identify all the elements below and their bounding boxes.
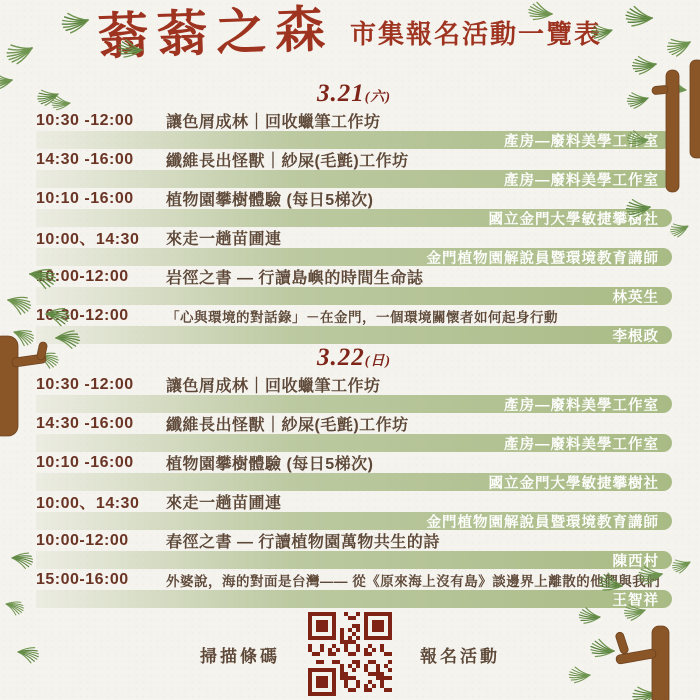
event-line — [36, 149, 672, 170]
event-time: 10:00-12:00 — [36, 531, 129, 549]
schedule-row — [36, 305, 672, 344]
event-time: 10:00、14:30 — [36, 231, 140, 248]
action-label: 報名活動 — [420, 646, 500, 666]
event-title: 岩徑之書 — 行讀島嶼的時間生命誌 — [166, 270, 424, 287]
event-time: 10:30 -12:00 — [36, 375, 134, 393]
event-title: 植物園攀樹體驗 (每日5梯次) — [166, 192, 374, 209]
event-title: 讓色屑成林｜回收蠟筆工作坊 — [166, 378, 381, 395]
schedule-row — [36, 491, 672, 530]
weekday-text: (六) — [364, 90, 392, 105]
event-line — [36, 110, 672, 131]
schedule-row — [36, 413, 672, 452]
date-text: 3.22 — [316, 344, 365, 371]
schedule-section — [36, 344, 672, 608]
event-time: 10:10 -16:00 — [36, 453, 134, 471]
event-host: 林英生 — [612, 289, 659, 306]
schedule-row — [36, 188, 672, 227]
event-line — [36, 374, 672, 395]
qr-code-icon — [308, 612, 392, 696]
event-host: 產房—廢料美學工作室 — [504, 172, 659, 189]
host-bar — [36, 170, 672, 188]
event-line — [36, 305, 672, 326]
schedule-section — [36, 80, 672, 344]
pine-needle-icon — [5, 292, 33, 316]
schedule-list — [36, 80, 672, 608]
scan-label: 掃描條碼 — [200, 646, 280, 666]
schedule-row — [36, 110, 672, 149]
event-time: 10:30-12:00 — [36, 306, 129, 324]
pine-needle-icon — [0, 71, 13, 91]
page-title: 蓊蓊之森 — [97, 0, 335, 66]
section-rows — [36, 374, 672, 608]
host-bar — [36, 326, 672, 344]
section-date — [36, 80, 672, 110]
host-bar — [36, 209, 672, 227]
event-line — [36, 491, 672, 512]
host-bar — [36, 248, 672, 266]
tree-trunk-icon — [690, 60, 700, 158]
host-bar — [36, 473, 672, 491]
host-bar — [36, 131, 672, 149]
host-bar — [36, 551, 672, 569]
event-host: 李根政 — [612, 328, 659, 345]
event-host: 王智祥 — [612, 592, 659, 609]
section-rows — [36, 110, 672, 344]
pine-needle-icon — [11, 325, 36, 348]
event-line — [36, 530, 672, 551]
schedule-row — [36, 374, 672, 413]
host-bar — [36, 395, 672, 413]
event-host: 金門植物園解說員暨環境教育講師 — [426, 250, 659, 267]
event-host: 陳西村 — [612, 553, 659, 570]
event-line — [36, 569, 672, 590]
event-title: 植物園攀樹體驗 (每日5梯次) — [166, 456, 374, 473]
event-host: 產房—廢料美學工作室 — [504, 436, 659, 453]
schedule-row — [36, 452, 672, 491]
event-time: 15:00-16:00 — [36, 570, 129, 588]
event-time: 14:30 -16:00 — [36, 414, 134, 432]
event-line — [36, 413, 672, 434]
schedule-row — [36, 530, 672, 569]
poster-footer — [0, 612, 700, 696]
event-line — [36, 188, 672, 209]
event-title: 春徑之書 — 行讀植物園萬物共生的詩 — [166, 534, 440, 551]
host-bar — [36, 434, 672, 452]
event-line — [36, 266, 672, 287]
event-title: 纖維長出怪獸｜紗屎(毛氈)工作坊 — [166, 417, 409, 434]
event-time: 10:10 -16:00 — [36, 189, 134, 207]
schedule-row — [36, 227, 672, 266]
event-line — [36, 227, 672, 248]
event-title: 外婆說，海的對面是台灣—— 從《原來海上沒有島》談邊界上離散的他們與我們 — [166, 573, 661, 589]
weekday-text: (日) — [364, 354, 392, 369]
event-title: 讓色屑成林｜回收蠟筆工作坊 — [166, 114, 381, 131]
event-host: 國立金門大學敏捷攀樹社 — [488, 475, 659, 492]
event-host: 產房—廢料美學工作室 — [504, 133, 659, 150]
event-time: 14:30 -16:00 — [36, 150, 134, 168]
event-title: 纖維長出怪獸｜紗屎(毛氈)工作坊 — [166, 153, 409, 170]
event-time: 10:30 -12:00 — [36, 111, 134, 129]
event-time: 10:00、14:30 — [36, 495, 140, 512]
schedule-row — [36, 569, 672, 608]
schedule-row — [36, 149, 672, 188]
page-subtitle: 市集報名活動一覽表 — [349, 19, 602, 49]
pine-needle-icon — [11, 550, 34, 569]
schedule-row — [36, 266, 672, 305]
section-date — [36, 344, 672, 374]
event-host: 金門植物園解說員暨環境教育講師 — [426, 514, 659, 531]
event-host: 產房—廢料美學工作室 — [504, 397, 659, 414]
pine-needle-icon — [671, 555, 693, 574]
event-line — [36, 452, 672, 473]
host-bar — [36, 590, 672, 608]
date-text: 3.21 — [316, 80, 365, 107]
event-title: 來走一趟苗圃連 — [166, 495, 282, 512]
event-host: 國立金門大學敏捷攀樹社 — [488, 211, 659, 228]
event-time: 10:00-12:00 — [36, 267, 129, 285]
pine-needle-icon — [632, 55, 657, 75]
event-title: 來走一趟苗圃連 — [166, 231, 282, 248]
poster-header — [0, 0, 700, 66]
event-title: 「心與環境的對話錄」－在金門，一個環境關懷者如何起身行動 — [166, 309, 558, 325]
host-bar — [36, 512, 672, 530]
tree-trunk-icon — [0, 336, 18, 436]
host-bar — [36, 287, 672, 305]
